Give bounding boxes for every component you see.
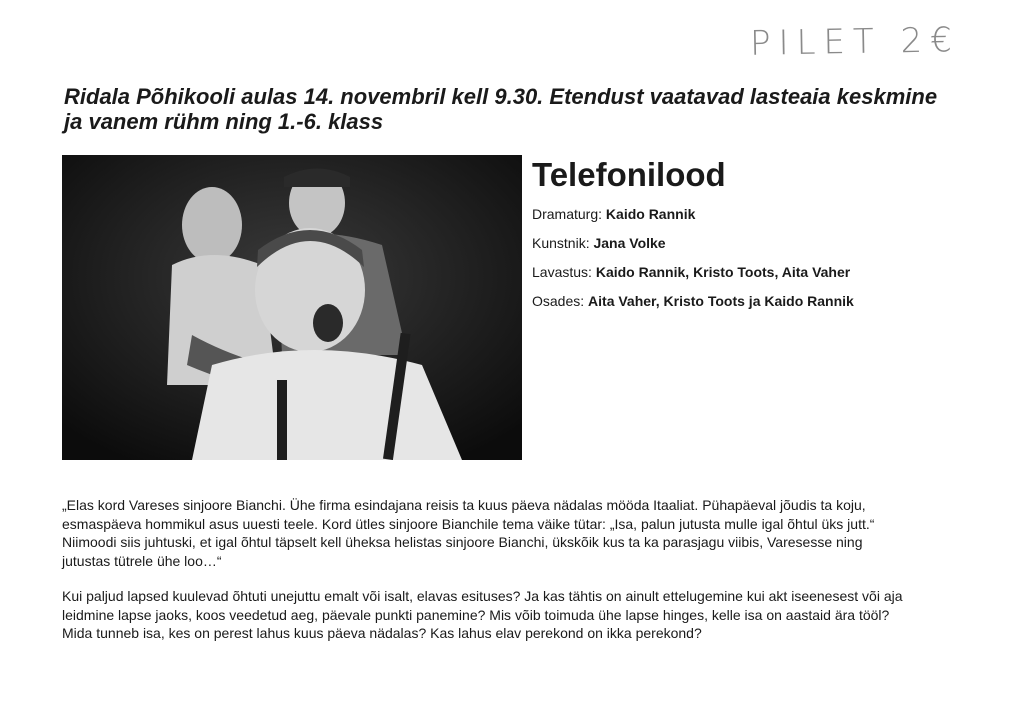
header-line: ja vanem rühm ning 1.-6. klass [64,109,384,134]
paragraph-line: jutustas tütrele ühe loo…“ [62,552,222,569]
production-photo [62,155,522,460]
paragraph-line: esmaspäeva hommikul asus uuesti teele. Kord ütles sinjoore Bianchile tema väike tütar: „Isa, palun jutusta mulle igal õhtul üks jutt.“ [62,515,875,532]
handwritten-ticket-price: PILET 2€ [749,20,961,64]
header-line: Ridala Põhikooli aulas 14. novembril kell 9.30. Etendust vaatavad lasteaia keskmine [64,84,938,109]
story-paragraph [62,496,962,570]
paragraph-line: Mida tunneb isa, kes on perest lahus kuus päeva nädalas? Kas lahus elav perekond on ikka perekond? [62,625,702,641]
paragraph-line: leidmine lapse jaoks, koos veedetud aeg, päevale punkti panemine? Mis võib toimuda ühe lapse hinges, kelle isa on aastaid ära tööl? [62,606,890,623]
paragraph-line: Kui paljud lapsed kuulevad õhtuti unejuttu emalt või isalt, elavas esituses? Ja kas tähtis on ainult ettelugemine kui akt iseenesest või aja [62,588,903,604]
paragraph-line: Niimoodi siis juhtuski, et igal õhtul täpselt kell üheksa helistas sinjoore Bianchi, ükskõik kus ta ka parasjagu viibis, Varesesse ning [62,534,863,550]
reflection-paragraph [62,587,962,643]
credit-label: Dramaturg: [532,206,603,222]
credit-value: Kaido Rannik [605,206,696,222]
show-title: Telefonilood [532,156,726,193]
credit-value: Kaido Rannik, Kristo Toots, Aita Vaher [595,264,851,280]
credit-value: Aita Vaher, Kristo Toots ja Kaido Rannik [588,293,854,309]
credit-osades [532,293,854,309]
event-header [64,84,964,134]
credit-dramaturg [532,206,695,222]
credit-value: Jana Volke [593,235,666,251]
credit-kunstnik [532,235,666,251]
credit-label: Kunstnik: [532,235,590,251]
paragraph-line: „Elas kord Vareses sinjoore Bianchi. Ühe firma esindajana reisis ta kuus päeva nädalas mööda Itaaliat. Pühapäeval jõudis ta koju, [62,497,866,513]
credit-lavastus [532,264,850,280]
credit-label: Lavastus: [532,264,592,280]
credit-label: Osades: [532,293,585,309]
